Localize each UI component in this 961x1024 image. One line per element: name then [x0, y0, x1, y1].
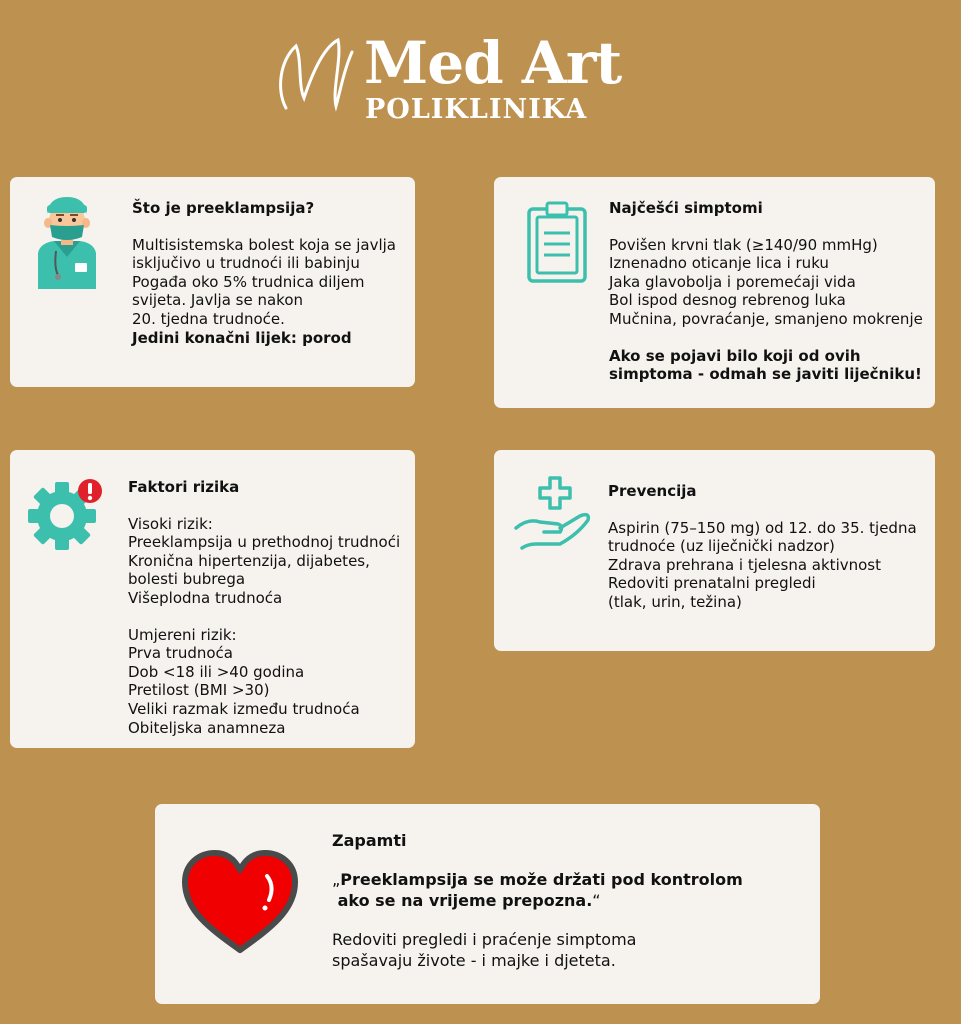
risk-line: Preeklampsija u prethodnoj trudnoći	[128, 533, 401, 552]
logo-m-mark	[272, 30, 364, 120]
brand-name: Med Art	[364, 29, 622, 97]
card-what-title: Što je preeklampsija?	[132, 199, 315, 217]
prevention-line: Redoviti prenatalni pregledi	[608, 574, 816, 593]
risk-moderate-heading: Umjereni rizik:	[128, 625, 237, 644]
what-line: Pogađa oko 5% trudnica diljem	[132, 272, 365, 291]
symptom-line: Mučnina, povraćanje, smanjeno mokrenje	[609, 309, 923, 328]
what-line: Multisistemska bolest koja se javlja	[132, 235, 396, 254]
what-line: 20. tjedna trudnoće.	[132, 309, 285, 328]
prevention-line: (tlak, urin, težina)	[608, 592, 742, 611]
card-risk-factors	[10, 450, 415, 748]
brand-logo	[272, 30, 652, 130]
quote-open: „	[332, 870, 341, 889]
card-what-is	[10, 177, 415, 387]
what-line: svijeta. Javlja se nakon	[132, 291, 303, 310]
what-emphasis: Jedini konačni lijek: porod	[132, 328, 352, 347]
brand-subtitle: POLIKLINIKA	[365, 94, 588, 125]
prevention-line: Aspirin (75–150 mg) od 12. do 35. tjedna	[608, 518, 917, 537]
card-remember-title: Zapamti	[332, 831, 407, 850]
risk-high-heading: Visoki rizik:	[128, 514, 213, 533]
remember-line: Redoviti pregledi i praćenje simptoma	[332, 930, 637, 949]
doctor-icon	[32, 193, 102, 293]
prevention-line: Zdrava prehrana i tjelesna aktivnost	[608, 555, 881, 574]
card-symptoms	[494, 177, 935, 408]
quote-close: “	[592, 891, 601, 910]
gear-alert-icon	[26, 478, 106, 554]
prevention-line: trudnoće (uz liječnički nadzor)	[608, 537, 835, 556]
symptom-warning: simptoma - odmah se javiti liječniku!	[609, 365, 922, 384]
clipboard-icon	[526, 201, 588, 287]
risk-line: Dob <18 ili >40 godina	[128, 662, 305, 681]
card-prevention-title: Prevencija	[608, 482, 697, 500]
remember-line: spašavaju živote - i majke i djeteta.	[332, 951, 616, 970]
symptom-line: Povišen krvni tlak (≥140/90 mmHg)	[609, 235, 878, 254]
hand-cross-icon	[514, 474, 594, 554]
risk-line: Veliki razmak između trudnoća	[128, 699, 360, 718]
risk-line: Višeplodna trudnoća	[128, 588, 283, 607]
card-remember	[155, 804, 820, 1004]
risk-line: Obiteljska anamneza	[128, 718, 286, 737]
symptom-line: Jaka glavobolja i poremećaji vida	[609, 272, 856, 291]
symptom-line: Iznenadno oticanje lica i ruku	[609, 254, 829, 273]
symptom-warning: Ako se pojavi bilo koji od ovih	[609, 346, 861, 365]
quote-line-2: ako se na vrijeme prepozna.	[332, 891, 593, 910]
risk-line: Pretilost (BMI >30)	[128, 681, 270, 700]
quote-line-1: Preeklampsija se može držati pod kontrolom	[340, 870, 743, 889]
risk-line: Kronična hipertenzija, dijabetes,	[128, 551, 370, 570]
risk-line: Prva trudnoća	[128, 644, 233, 663]
heart-icon	[179, 848, 301, 960]
symptom-line: Bol ispod desnog rebrenog luka	[609, 291, 846, 310]
what-line: isključivo u trudnoći ili babinju	[132, 254, 360, 273]
card-prevention	[494, 450, 935, 651]
risk-line: bolesti bubrega	[128, 570, 246, 589]
card-risk-title: Faktori rizika	[128, 478, 240, 496]
card-symptoms-title: Najčešći simptomi	[609, 199, 763, 217]
